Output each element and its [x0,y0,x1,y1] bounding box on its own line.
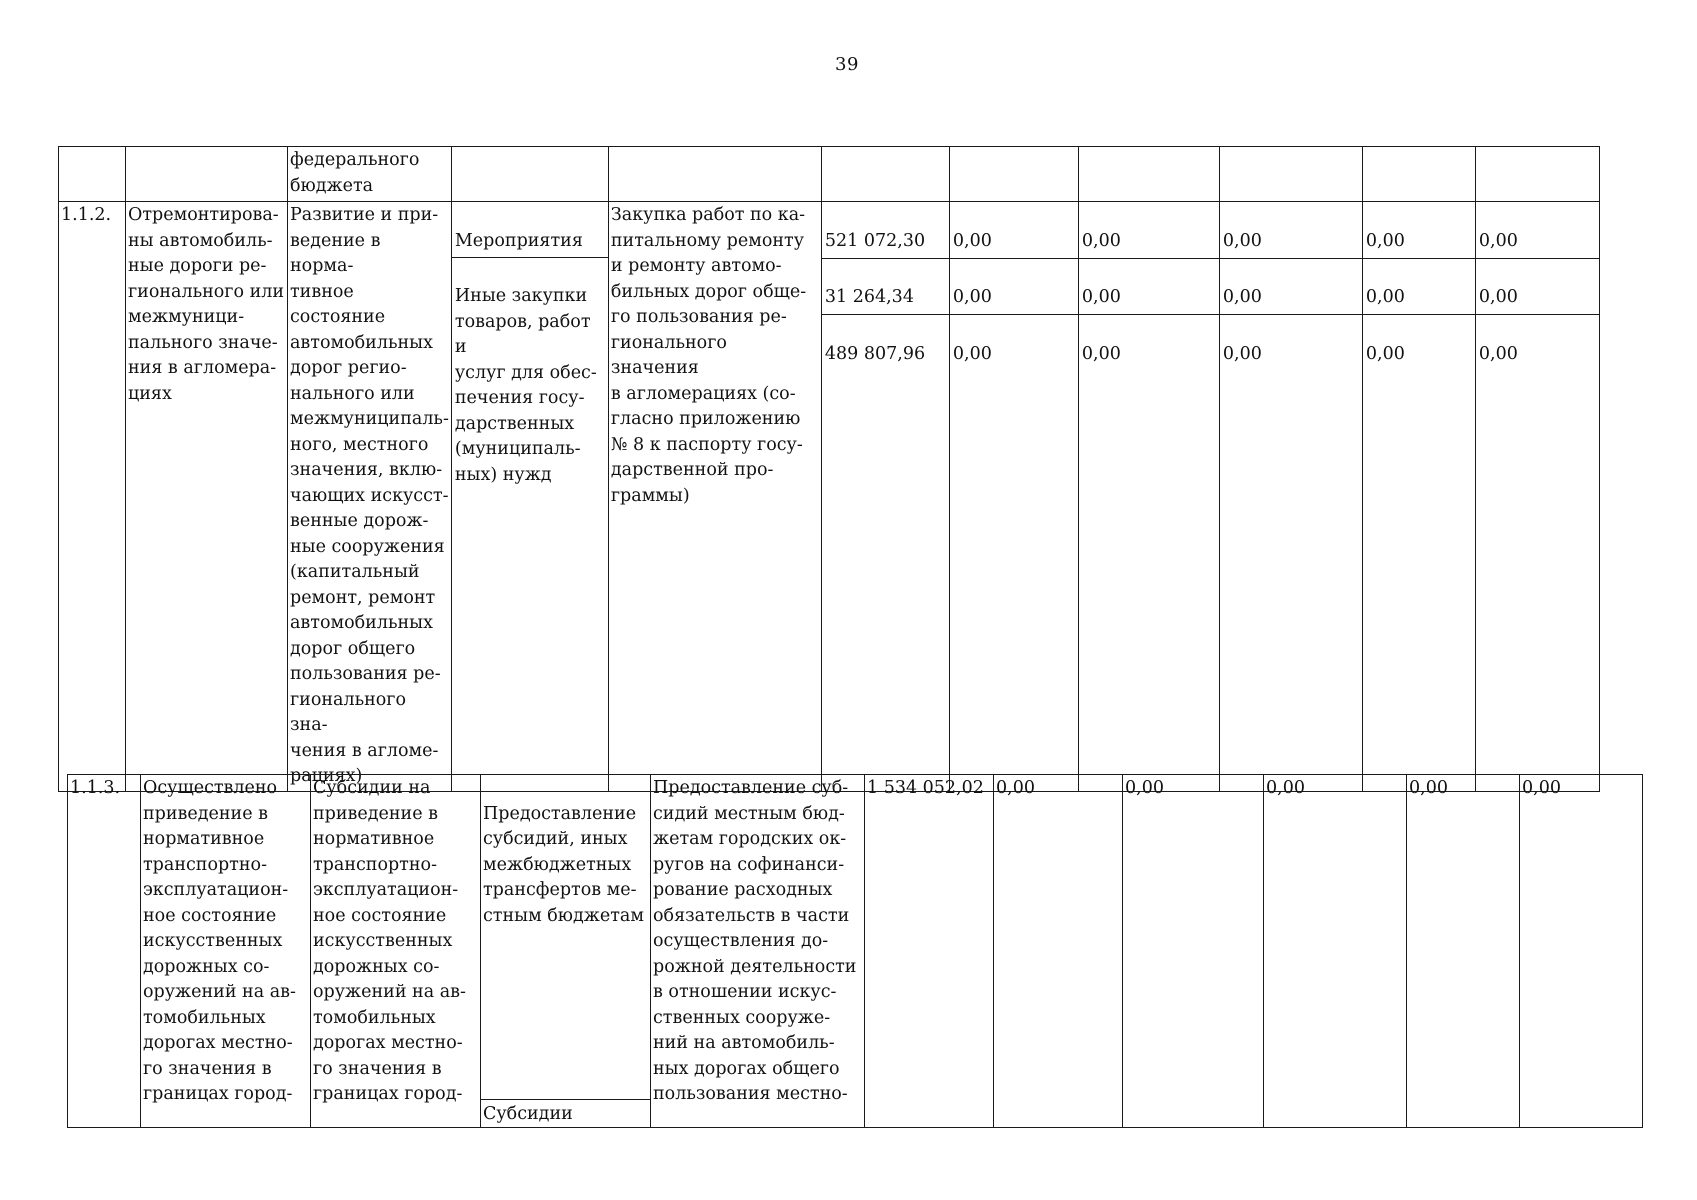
cell-description: Закупка работ по ка- питальному ремонту и ремонту автомо- бильных дорог обще- го пользования ре- гионального значения в агломерациях (со- гласно приложению № 8 к паспорту госу- дарственной про- граммы) [608,202,821,792]
cell-value-col4: 0,00 [1264,775,1407,1128]
value-row-3: 0,00 [1365,343,1405,364]
value-row-2: 0,00 [1079,284,1219,315]
value-row-2: 0,00 [1220,284,1362,315]
value-row-1: 0,00 [950,228,1078,259]
value-row-1: 0,00 [1476,228,1599,259]
cell-value [821,147,949,202]
cell-value-col5: 0,00 [1407,775,1520,1128]
value-row-3: 0,00 [1478,343,1518,364]
value-row-3: 489 807,96 [824,343,926,364]
cell-type [481,775,651,1128]
cell-value-col1: 1 534 052,02 [865,775,994,1128]
table-row-1-1-3 [68,775,1643,1128]
cell-type [451,202,608,792]
type-bottom: Субсидии [481,1099,651,1128]
page-number: 39 [835,54,859,75]
cell-result: Осуществлено приведение в нормативное транспортно- эксплуатацион- ное состояние искусственных дорожных со- оружений на ав- томобильных дорогах местно- го значения в границах город- [141,775,311,1128]
cell-type [451,147,608,202]
value-row-2: 0,00 [950,284,1078,315]
cell-description: Предоставление суб- сидий местным бюд- жетам городских ок- ругов на софинанси- рование расходных обязательств в части осуществления до- рожной деятельности в отношении искус- ственных сооруже- ний на автомобиль- ных дорогах общего пользования местно- [651,775,865,1128]
cell-description [608,147,821,202]
cell-value-col3 [1078,202,1219,792]
cell-number: 1.1.2. [59,202,126,792]
cell-number [59,147,126,202]
budget-table-lower [67,774,1643,1128]
cell-result [126,147,288,202]
cell-value-col6: 0,00 [1520,775,1643,1128]
cell-value [1362,147,1475,202]
cell-value-col5 [1362,202,1475,792]
table-row-continuation [59,147,1600,202]
value-row-1: 0,00 [1220,228,1362,259]
value-row-3: 0,00 [952,343,992,364]
type-top: Мероприятия [452,228,608,258]
table-row-1-1-2 [59,202,1600,792]
cell-value-col6 [1475,202,1599,792]
value-row-3: 0,00 [1081,343,1121,364]
cell-value [949,147,1078,202]
value-row-2: 31 264,34 [822,284,949,315]
type-top: Предоставление субсидий, иных межбюджетных трансфертов ме- стным бюджетам [483,803,644,926]
value-row-2: 0,00 [1476,284,1599,315]
value-row-1: 0,00 [1079,228,1219,259]
value-row-3: 0,00 [1222,343,1262,364]
cell-value-col3: 0,00 [1123,775,1264,1128]
cell-number: 1.1.3. [68,775,141,1128]
type-bottom: Иные закупки товаров, работ и услуг для обес- печения госу- дарственных (муниципаль- ных) нужд [454,286,597,485]
cell-event: федерального бюджета [288,147,452,202]
budget-table-upper [58,146,1600,792]
cell-event: Субсидии на приведение в нормативное транспортно- эксплуатацион- ное состояние искусственных дорожных со- оружений на ав- томобильных дорогах местно- го значения в границах город- [311,775,481,1128]
cell-value-col2: 0,00 [994,775,1123,1128]
cell-value [1219,147,1362,202]
cell-value [1475,147,1599,202]
cell-result: Отремонтирова- ны автомобиль- ные дороги ре- гионального или межмуници- пального значе- ния в агломера- циях [126,202,288,792]
cell-value-col2 [949,202,1078,792]
value-row-2: 0,00 [1363,284,1475,315]
value-row-1: 521 072,30 [822,228,949,259]
cell-value [1078,147,1219,202]
value-row-1: 0,00 [1363,228,1475,259]
cell-value-col1 [821,202,949,792]
cell-event: Развитие и при- ведение в норма- тивное состояние автомобильных дорог регио- нального или межмуниципаль- ного, местного значения, вклю- чающих искусст- венные дорож- ные сооружения (капитальный ремонт, ремонт автомобильных дорог общего пользования ре- гионального зна- чения в агломе- рациях) [288,202,452,792]
cell-value-col4 [1219,202,1362,792]
